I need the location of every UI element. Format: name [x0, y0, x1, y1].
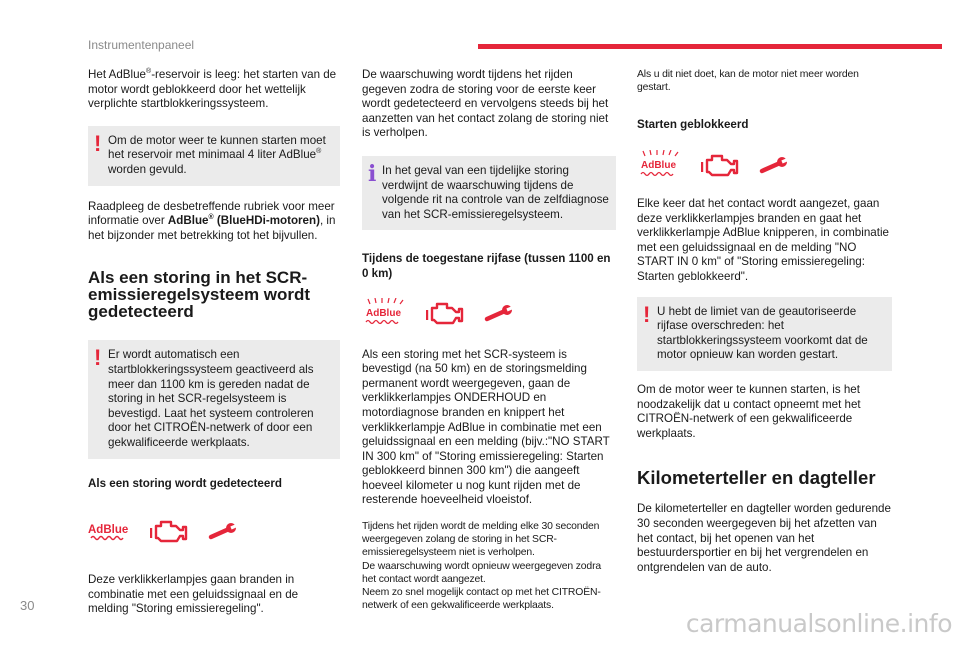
paragraph-starten: Elke keer dat het contact wordt aangezet, gaan deze verklikkerlampjes branden en gaat het verklikkerlampje AdBlue knipperen, in combinatie met een geluidssignaal en de melding "NO START IN 0 km" of "Storing emissieregeling: Starten geblokkeerd".: [637, 197, 889, 283]
subtitle-rijfase: Tijdens de toegestane rijfase (tussen 1100 en 0 km): [362, 252, 611, 280]
paragraph-contact: Om de motor weer te kunnen starten, is het noodzakelijk dat u contact opneemt met het CITROËN-netwerk of een gekwalificeerde werkplaats.: [637, 382, 861, 440]
adblue-icon: [88, 520, 130, 547]
small-notes: Tijdens het rijden wordt de melding elke 30 seconden weergegeven zolang de storing in het SCR-emissieregelsysteem niet is verholpen. De waarschuwing wordt opnieuw weergegeven zodra het contact wordt aangezet. Neem zo snel mogelijk contact op met het CITROËN-netwerk of een gekwalificeerde werkplaats.: [362, 521, 602, 612]
desc-paragraph: Deze verklikkerlampjes gaan branden in combinatie met een geluidssignaal en de melding "Storing emissieregeling".: [88, 573, 299, 616]
indicator-icons: [88, 513, 340, 553]
page-number: 30: [20, 598, 35, 613]
warning-note-limit: ! U hebt de limiet van de geautoriseerde rijfase overschreden: het startblokkeringssysteem voorkomt dat de motor opnieuw kan worden gestart.: [637, 297, 892, 371]
subtitle-starten-geblokkeerd: Starten geblokkeerd: [637, 118, 749, 132]
column-3: [637, 68, 892, 575]
paragraph-rijfase: Als een storing met het SCR-systeem is bevestigd (na 50 km) en de storingsmelding permanent wordt weergegeven, gaan de verklikkerlampjes ONDERHOUD en motordiagnose branden en knippert het verklikkerlampje AdBlue in combinatie met een geluidssignaal en een melding (bijv.:"NO START IN 300 km" of "Storing emissieregeling: Starten geblokkeerd binnen 300 km") die aangeeft hoeveel kilometer u nog kunt rijden met de resterende hoeveelheid vloeistof.: [362, 347, 610, 507]
column-1: [88, 68, 340, 617]
column-2: [362, 68, 616, 612]
header-title: Instrumentenpaneel: [88, 38, 195, 52]
adblue-icon: [362, 298, 406, 333]
indicator-icons: [362, 296, 616, 336]
warning-icon: !: [94, 345, 102, 371]
paragraph-warning: De waarschuwing wordt tijdens het rijden gegeven zodra de storing voor de eerste keer wordt gedetecteerd en vervolgens steeds bij het aanzetten van het contact zolang de storing niet is verholpen.: [362, 68, 609, 140]
section-title-scr: Als een storing in het SCR-emissieregelsysteem wordt gedetecteerd: [88, 268, 311, 322]
wrench-icon: [759, 154, 789, 181]
intro-paragraph: Het AdBlue®-reservoir is leeg: het starten van de motor wordt geblokkeerd door het wettelijk verplichte startblokkeringssysteem.: [88, 68, 337, 111]
subtitle-storing: Als een storing wordt gedetecteerd: [88, 476, 282, 490]
warning-note-scr: ! Er wordt automatisch een startblokkeringssysteem geactiveerd als meer dan 1100 km is gereden nadat de storing in het SCR-regelsysteem is bevestigd. Laat het systeem controleren door het CITROËN-netwerk of door een gekwalificeerde werkplaats.: [88, 340, 340, 458]
small-note: Als u dit niet doet, kan de motor niet meer worden gestart.: [637, 69, 859, 94]
svg-text:AdBlue: AdBlue: [88, 523, 129, 536]
watermark: carmanualsonline.info: [685, 609, 952, 638]
wrench-icon: [484, 302, 514, 329]
svg-text:AdBlue: AdBlue: [366, 308, 401, 320]
info-icon: i: [368, 160, 377, 187]
paragraph-kilometerteller: De kilometerteller en dagteller worden gedurende 30 seconden weergegeven bij het afzetten van het contact, bij het openen van het bestuurdersportier en bij het vergrendelen en ontgrendelen van de auto.: [637, 502, 891, 574]
engine-check-icon: [426, 299, 464, 332]
info-note: i In het geval van een tijdelijke storing verdwijnt de waarschuwing tijdens de volgende rit na controle van de zelfdiagnose van het SCR-emissieregelsysteem.: [362, 156, 616, 230]
warning-icon: !: [643, 301, 651, 327]
warning-icon: !: [94, 130, 102, 156]
reference-paragraph: Raadpleeg de desbetreffende rubriek voor meer informatie over AdBlue® (BlueHDi-motoren), in het bijzonder met betrekking tot het bijvullen.: [88, 199, 336, 242]
warning-note: ! Om de motor weer te kunnen starten moet het reservoir met minimaal 4 liter AdBlue® worden gevuld.: [88, 126, 340, 186]
indicator-icons: [637, 147, 892, 187]
header-accent-bar: [478, 44, 942, 49]
engine-check-icon: [701, 151, 739, 184]
wrench-icon: [208, 520, 238, 547]
engine-check-icon: [150, 517, 188, 550]
section-title-kilometerteller: Kilometerteller en dagteller: [637, 467, 876, 489]
svg-text:AdBlue: AdBlue: [641, 159, 676, 171]
adblue-icon: [637, 150, 681, 185]
